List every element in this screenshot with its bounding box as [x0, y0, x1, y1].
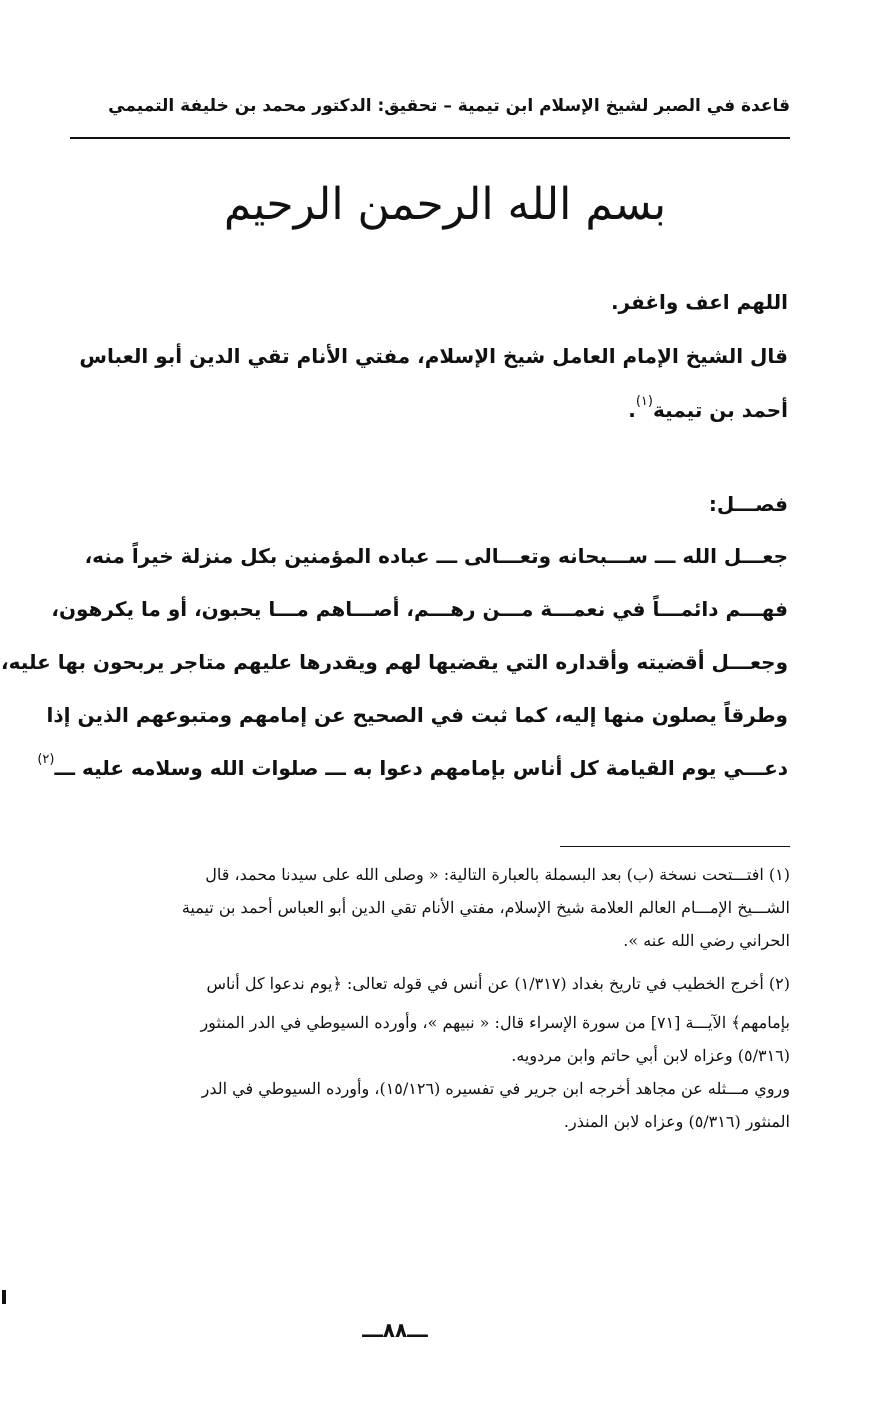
- intro-block: [76, 282, 788, 430]
- section-line-2: فهـــم دائمـــاً في نعمـــة مـــن رهـــم، أصـــاهم مـــا يحبون، أو ما يكرهون،: [51, 597, 788, 621]
- header-rule: [70, 137, 790, 139]
- intro-line-2: [76, 390, 788, 430]
- scan-artifact: [2, 1290, 6, 1304]
- footnote-2-line-1: (٢) أخرج الخطيب في تاريخ بغداد (١/٣١٧) عن أنس في قوله تعالى: ﴿يوم ندعوا كل أناس: [206, 974, 790, 993]
- footnotes: [76, 858, 790, 1138]
- section-block: [1, 484, 788, 788]
- footnote-2-line-3: (٥/٣١٦) وعزاه لابن أبي حاتم وابن مردويه.: [511, 1046, 790, 1065]
- intro-line-1: قال الشيخ الإمام العامل شيخ الإسلام، مفتي الأنام تقي الدين أبو العباس: [79, 344, 788, 368]
- footnote-2-line-2: بإمامهم﴾ الآيـــة [٧١] من سورة الإسراء قال: « نبيهم »، وأورده السيوطي في الدر المنثور: [200, 1013, 790, 1032]
- invocation-line: اللهم اعف واغفر.: [610, 290, 788, 314]
- section-line-5-text: دعـــي يوم القيامة كل أناس بإمامهم دعوا به ـــ صلوات الله وسلامه عليه ـــ: [54, 756, 788, 780]
- section-line-4: وطرقاً يصلون منها إليه، كما ثبت في الصحيح عن إمامهم ومتبوعهم الذين إذا: [46, 703, 788, 727]
- section-line-1: جعـــل الله ـــ ســـبحانه وتعـــالى ـــ عباده المؤمنين بكل منزلة خيراً منه،: [84, 544, 788, 568]
- intro-line-2-end: .: [628, 398, 636, 422]
- footnote-1-line-1: (١) افتـــتحت نسخة (ب) بعد البسملة بالعبارة التالية: « وصلى الله على سيدنا محمد، قال: [205, 865, 790, 884]
- section-line-5: [37, 748, 788, 788]
- footnote-separator: [560, 846, 790, 847]
- section-line-3: وجعـــل أقضيته وأقداره التي يقضيها لهم ويقدرها عليهم متاجر يربحون بها عليه،: [1, 650, 788, 674]
- section-heading: فصـــل:: [708, 492, 788, 516]
- running-header: قاعدة في الصبر لشيخ الإسلام ابن تيمية – تحقيق: الدكتور محمد بن خليفة التميمي: [108, 96, 790, 116]
- footnote-1-line-3: الحراني رضي الله عنه ».: [623, 931, 790, 950]
- footnote-2-line-5: المنثور (٥/٣١٦) وعزاه لابن المنذر.: [563, 1112, 790, 1131]
- footnote-marker-2: (٢): [37, 752, 55, 767]
- basmala: بسم الله الرحمن الرحيم: [223, 179, 667, 230]
- intro-author-name: أحمد بن تيمية: [652, 398, 788, 422]
- footnote-1-line-2: الشـــيخ الإمـــام العالم العلامة شيخ الإسلام، مفتي الأنام تقي الدين أبو العباس أحمد بن تيمية: [181, 898, 790, 917]
- footnote-2-line-4: وروي مـــثله عن مجاهد أخرجه ابن جرير في تفسيره (١٥/١٢٦)، وأورده السيوطي في الدر: [201, 1079, 790, 1098]
- page-number: ـــ٨٨ـــ: [362, 1318, 428, 1342]
- footnote-marker-1: (١): [635, 394, 653, 409]
